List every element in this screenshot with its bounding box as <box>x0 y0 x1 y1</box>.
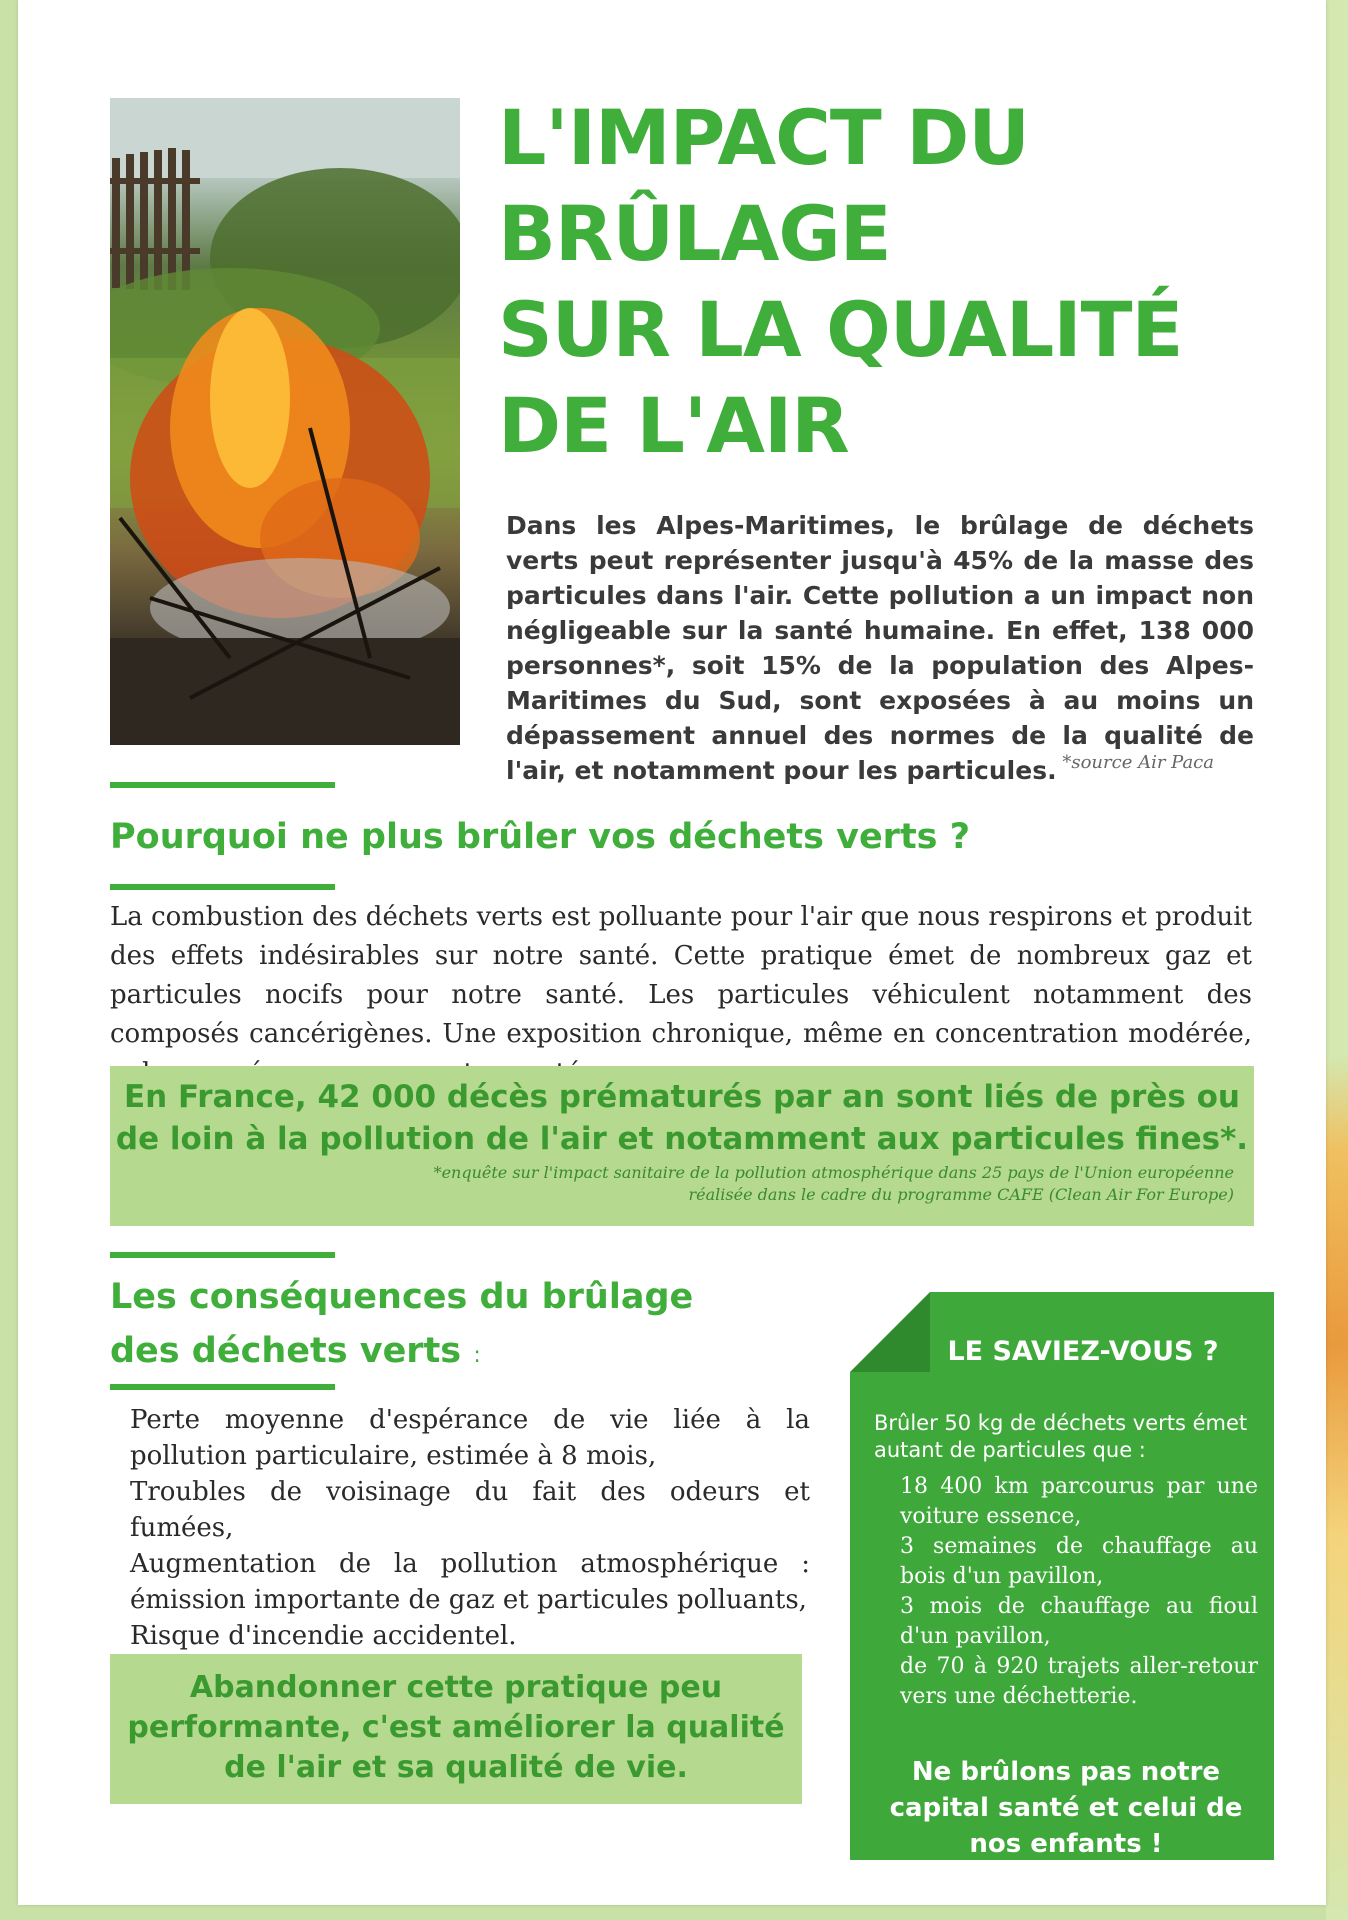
consequences-heading-colon: : <box>473 1343 481 1368</box>
list-item: Risque d'incendie accidentel. <box>130 1621 517 1651</box>
abandon-text: Abandonner cette pratique peu performante, c'est améliorer la qualité de l'air et sa qualité de vie. <box>127 1670 785 1785</box>
title-line: BRÛLAGE <box>498 189 891 278</box>
page-edge-band <box>1326 0 1348 1920</box>
heading-rule-top <box>110 782 335 788</box>
title-line: L'IMPACT DU <box>498 93 1030 182</box>
why-paragraph: La combustion des déchets verts est polluante pour l'air que nous respirons et produit des effets indésirables sur notre santé. Cette pratique émet de nombreux gaz et particules nocifs pour notre santé. Les particules véhiculent notamment des composés cancérigènes. Une exposition chronique, même en concentration modérée, <box>110 902 1252 1049</box>
consequences-heading-text: des déchets verts <box>110 1331 462 1371</box>
section-heading-consequences <box>110 1270 710 1383</box>
france-deaths-text: En France, 42 000 décès prématurés par an sont liés de près ou de loin à la pollution de l'air et notamment aux particules fines*. <box>115 1079 1249 1157</box>
title-line: DE L'AIR <box>498 381 849 470</box>
list-item: 3 semaines de chauffage au bois d'un pavillon, <box>900 1534 1258 1589</box>
did-you-know-intro: Brûler 50 kg de déchets verts émet autant de particules que : <box>874 1411 1248 1462</box>
france-deaths-callout <box>110 1066 1254 1226</box>
heading-rule-bottom <box>110 884 335 890</box>
list-item: Augmentation de la pollution atmosphérique : émission importante de gaz et particules polluants, <box>130 1549 810 1615</box>
bonfire-photo <box>110 98 460 745</box>
abandon-callout <box>110 1654 802 1804</box>
list-item: 3 mois de chauffage au fioul d'un pavillon, <box>900 1594 1258 1649</box>
consequences-list <box>130 1402 810 1654</box>
did-you-know-list <box>900 1472 1258 1712</box>
intro-paragraph: Dans les Alpes-Maritimes, le brûlage de déchets verts peut représenter jusqu'à 45% de la masse des particules dans l'air. Cette pollution a un impact non négligeable sur la santé humaine. En effet, 138 000 personnes*, soit 15% de la population des Alpes-Maritimes du Sud, sont exposées à au moins un dépassement annuel des normes de la qualité de l'air, et notamment pour les particules. <box>506 511 1254 785</box>
section-heading-why: Pourquoi ne plus brûler vos déchets verts ? <box>110 817 970 857</box>
heading-rule-bottom <box>110 1384 335 1390</box>
consequences-heading-line1: Les conséquences du brûlage <box>110 1277 694 1317</box>
consequences-heading-line2 <box>110 1324 710 1383</box>
did-you-know-heading: LE SAVIEZ-VOUS ? <box>947 1336 1219 1367</box>
title-line: SUR LA QUALITÉ <box>498 285 1183 374</box>
list-item: Troubles de voisinage du fait des odeurs et fumées, <box>130 1477 810 1543</box>
list-item: Perte moyenne d'espérance de vie liée à la pollution particulaire, estimée à 8 mois, <box>130 1405 810 1471</box>
france-deaths-footnote: *enquête sur l'impact sanitaire de la pollution atmosphérique dans 25 pays de l'Union européenne réalisée dans le cadre du programme CAFE (Clean Air For Europe) <box>433 1163 1234 1204</box>
document-page <box>18 0 1326 1905</box>
list-item: 18 400 km parcourus par une voiture essence, <box>900 1474 1258 1529</box>
intro-source-note: *source Air Paca <box>1062 752 1214 773</box>
list-item: de 70 à 920 trajets aller-retour vers une déchetterie. <box>900 1654 1258 1709</box>
heading-rule-top <box>110 1252 335 1258</box>
did-you-know-outro: Ne brûlons pas notre capital santé et celui de nos enfants ! <box>889 1757 1243 1859</box>
page-title <box>498 90 1258 474</box>
did-you-know-box <box>850 1292 1274 1860</box>
folded-corner-cut <box>850 1292 930 1372</box>
